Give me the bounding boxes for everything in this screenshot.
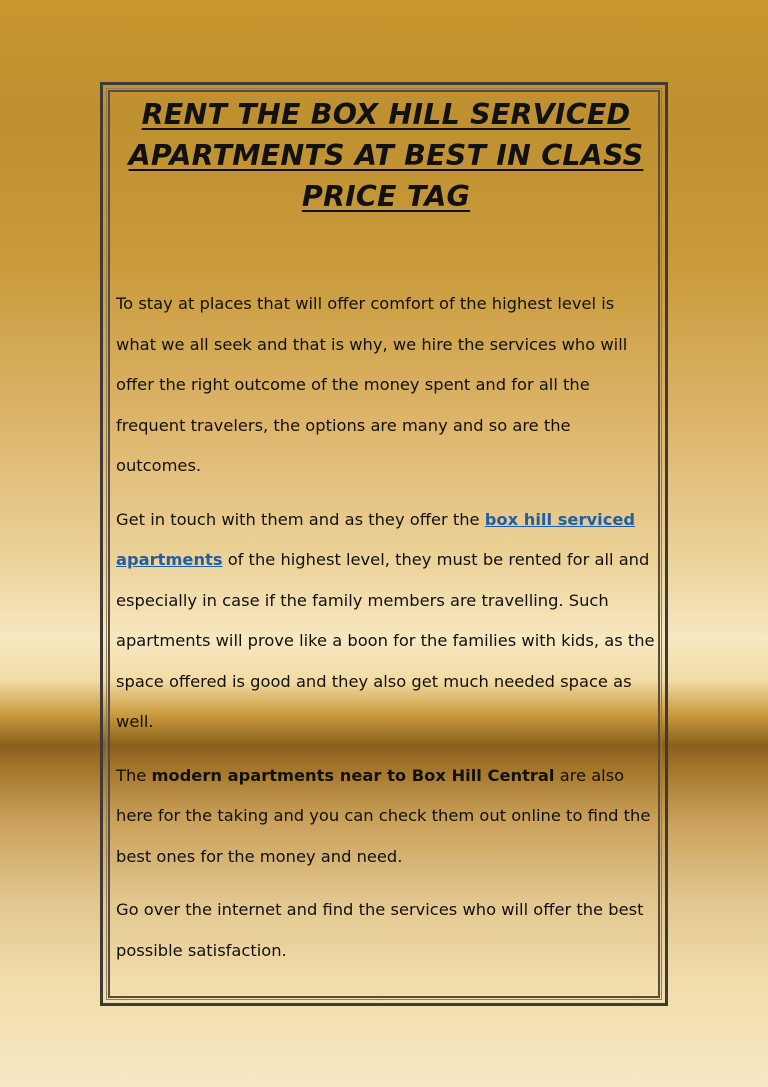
paragraph-3-text-start: The bbox=[116, 765, 152, 785]
paragraph-2-text-end: of the highest level, they must be rented for all and especially in case if the family members are travelling. Such apartments will prove like a boon for the families with kids, as the space offered is good and they also get much needed space as well. bbox=[116, 550, 655, 731]
box-hill-serviced-apartments-link[interactable]: box hill serviced apartments bbox=[116, 509, 636, 569]
paragraph-3 bbox=[116, 756, 656, 878]
modern-apartments-bold-text: modern apartments near to Box Hill Central bbox=[151, 765, 555, 785]
paragraph-2-text-start: Get in touch with them and as they offer the bbox=[116, 509, 485, 529]
document-body bbox=[116, 284, 656, 971]
document-title: RENT THE BOX HILL SERVICED APARTMENTS AT BEST IN CLASS PRICE TAG bbox=[128, 98, 644, 213]
paragraph-3-text-end: are also here for the taking and you can check them out online to find the best ones for the money and need. bbox=[116, 765, 651, 866]
paragraph-1: To stay at places that will offer comfort of the highest level is what we all seek and that is why, we hire the services who will offer the right outcome of the money spent and for all the frequent travelers, the options are many and so are the outcomes. bbox=[116, 294, 628, 475]
document-content bbox=[116, 94, 656, 984]
paragraph-4: Go over the internet and find the services who will offer the best possible satisfaction. bbox=[116, 900, 644, 960]
paragraph-2 bbox=[116, 500, 656, 743]
